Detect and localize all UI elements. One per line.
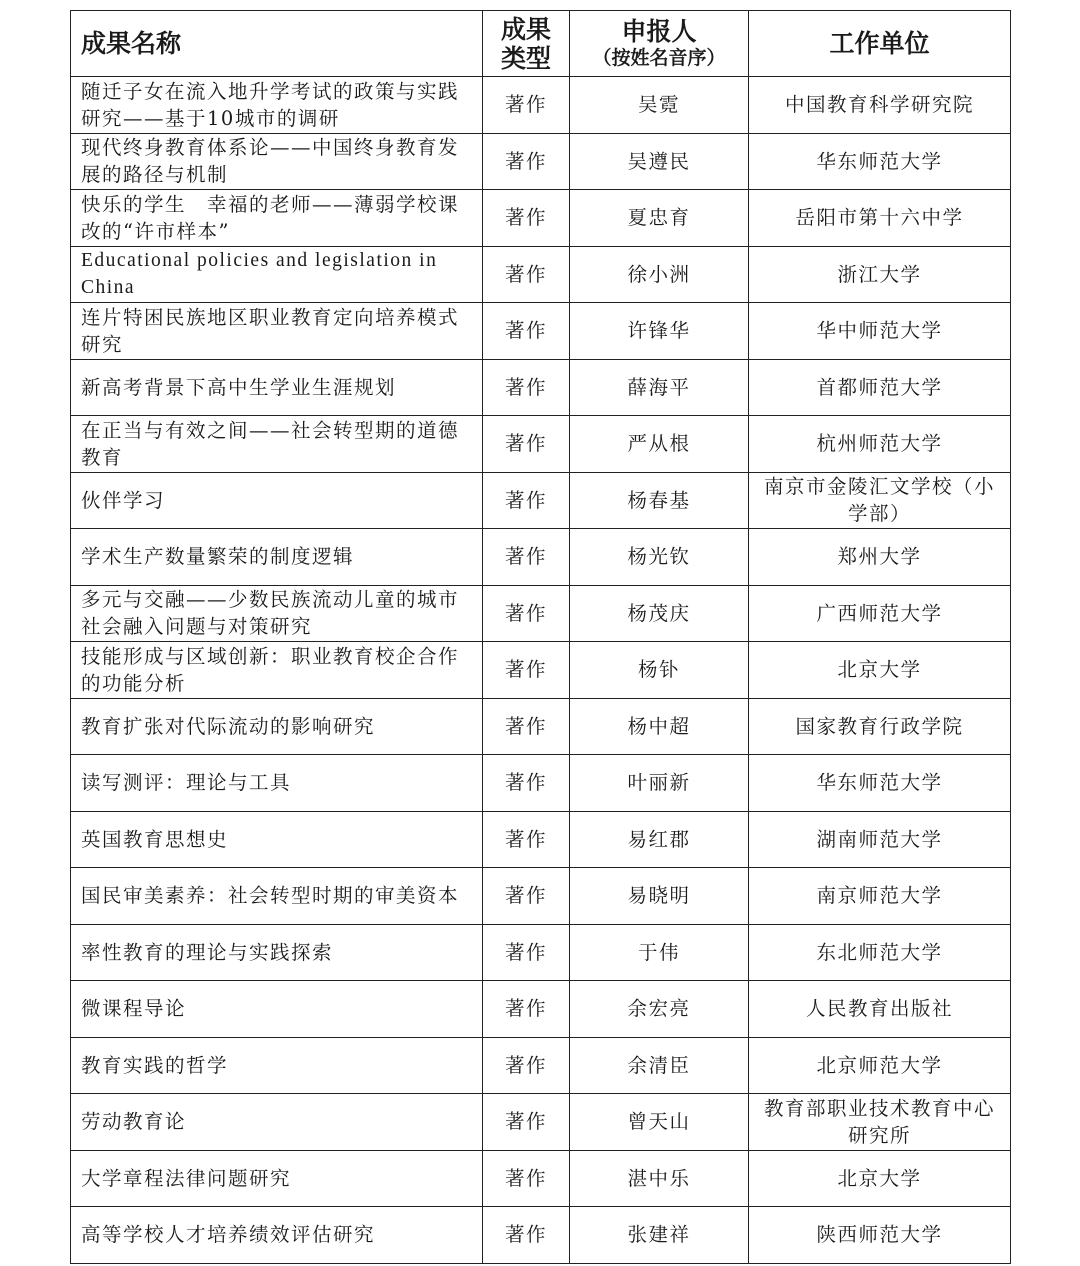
- applicant-name: 余清臣: [570, 1037, 749, 1094]
- table-row: [71, 303, 1011, 360]
- achievement-title: 英国教育思想史: [71, 811, 483, 868]
- achievement-title: 读写测评：理论与工具: [71, 755, 483, 812]
- work-unit: 中国教育科学研究院: [749, 77, 1011, 134]
- achievement-type: 著作: [483, 303, 570, 360]
- achievement-title: 快乐的学生 幸福的老师——薄弱学校课改的“许市样本”: [71, 190, 483, 247]
- achievement-type: 著作: [483, 472, 570, 529]
- achievement-title: 在正当与有效之间——社会转型期的道德教育: [71, 416, 483, 473]
- applicant-name: 夏忠育: [570, 190, 749, 247]
- achievement-title: 随迁子女在流入地升学考试的政策与实践研究——基于10城市的调研: [71, 77, 483, 134]
- table-row: [71, 811, 1011, 868]
- table-row: [71, 698, 1011, 755]
- achievement-type: 著作: [483, 585, 570, 642]
- table-row: [71, 1150, 1011, 1207]
- applicant-name: 张建祥: [570, 1207, 749, 1264]
- table-row: [71, 529, 1011, 586]
- achievement-type: 著作: [483, 755, 570, 812]
- work-unit: 岳阳市第十六中学: [749, 190, 1011, 247]
- table-row: [71, 77, 1011, 134]
- achievement-type: 著作: [483, 1207, 570, 1264]
- header-type-line1: 成果: [500, 14, 551, 44]
- header-type: [483, 11, 570, 77]
- applicant-name: 杨光钦: [570, 529, 749, 586]
- work-unit: 浙江大学: [749, 246, 1011, 303]
- work-unit: 南京师范大学: [749, 868, 1011, 925]
- table-row: [71, 190, 1011, 247]
- applicant-name: 吴遵民: [570, 133, 749, 190]
- work-unit: 广西师范大学: [749, 585, 1011, 642]
- work-unit: 陕西师范大学: [749, 1207, 1011, 1264]
- applicant-name: 严从根: [570, 416, 749, 473]
- table-row: [71, 755, 1011, 812]
- work-unit: 华东师范大学: [749, 133, 1011, 190]
- achievement-type: 著作: [483, 868, 570, 925]
- work-unit: 南京市金陵汇文学校（小学部）: [749, 472, 1011, 529]
- applicant-name: 于伟: [570, 924, 749, 981]
- table-row: [71, 1037, 1011, 1094]
- achievement-title: 劳动教育论: [71, 1094, 483, 1151]
- applicant-name: 易红郡: [570, 811, 749, 868]
- achievement-title: 新高考背景下高中生学业生涯规划: [71, 359, 483, 416]
- header-unit: 工作单位: [749, 11, 1011, 77]
- table-row: [71, 981, 1011, 1038]
- work-unit: 北京师范大学: [749, 1037, 1011, 1094]
- table-row: [71, 1094, 1011, 1151]
- achievement-title: 率性教育的理论与实践探索: [71, 924, 483, 981]
- header-applicant-label: 申报人: [621, 17, 697, 46]
- applicant-name: 许锋华: [570, 303, 749, 360]
- achievement-type: 著作: [483, 1150, 570, 1207]
- applicant-name: 吴霓: [570, 77, 749, 134]
- work-unit: 杭州师范大学: [749, 416, 1011, 473]
- table-row: [71, 868, 1011, 925]
- work-unit: 教育部职业技术教育中心研究所: [749, 1094, 1011, 1151]
- header-title: 成果名称: [71, 11, 483, 77]
- table-row: [71, 416, 1011, 473]
- achievement-title: 大学章程法律问题研究: [71, 1150, 483, 1207]
- achievement-title: 技能形成与区域创新：职业教育校企合作的功能分析: [71, 642, 483, 699]
- table-row: [71, 246, 1011, 303]
- applicant-name: 杨中超: [570, 698, 749, 755]
- achievement-type: 著作: [483, 698, 570, 755]
- achievement-title: 国民审美素养：社会转型时期的审美资本: [71, 868, 483, 925]
- applicant-name: 杨春基: [570, 472, 749, 529]
- achievement-type: 著作: [483, 811, 570, 868]
- header-applicant: [570, 11, 749, 77]
- achievement-type: 著作: [483, 642, 570, 699]
- table-row: [71, 133, 1011, 190]
- table-body: [71, 77, 1011, 1264]
- achievement-type: 著作: [483, 77, 570, 134]
- achievement-title: 伙伴学习: [71, 472, 483, 529]
- achievement-title: 微课程导论: [71, 981, 483, 1038]
- work-unit: 北京大学: [749, 1150, 1011, 1207]
- applicant-name: 杨茂庆: [570, 585, 749, 642]
- achievement-title: 现代终身教育体系论——中国终身教育发展的路径与机制: [71, 133, 483, 190]
- achievement-type: 著作: [483, 981, 570, 1038]
- achievement-title: 多元与交融——少数民族流动儿童的城市社会融入问题与对策研究: [71, 585, 483, 642]
- header-type-line2: 类型: [500, 43, 551, 73]
- achievement-type: 著作: [483, 1094, 570, 1151]
- achievement-title: 连片特困民族地区职业教育定向培养模式研究: [71, 303, 483, 360]
- achievement-type: 著作: [483, 133, 570, 190]
- work-unit: 人民教育出版社: [749, 981, 1011, 1038]
- header-applicant-note: （按姓名音序）: [592, 47, 726, 69]
- applicant-name: 徐小洲: [570, 246, 749, 303]
- achievement-type: 著作: [483, 1037, 570, 1094]
- work-unit: 北京大学: [749, 642, 1011, 699]
- achievement-type: 著作: [483, 529, 570, 586]
- work-unit: 华东师范大学: [749, 755, 1011, 812]
- header-row: [71, 11, 1011, 77]
- table-row: [71, 359, 1011, 416]
- table-row: [71, 585, 1011, 642]
- achievement-title: Educational policies and legislation in China: [71, 246, 483, 303]
- achievement-type: 著作: [483, 924, 570, 981]
- table-header: [71, 11, 1011, 77]
- achievement-title: 高等学校人才培养绩效评估研究: [71, 1207, 483, 1264]
- applicant-name: 湛中乐: [570, 1150, 749, 1207]
- work-unit: 郑州大学: [749, 529, 1011, 586]
- work-unit: 华中师范大学: [749, 303, 1011, 360]
- achievement-type: 著作: [483, 416, 570, 473]
- applicant-name: 薛海平: [570, 359, 749, 416]
- achievement-type: 著作: [483, 246, 570, 303]
- work-unit: 东北师范大学: [749, 924, 1011, 981]
- table-row: [71, 642, 1011, 699]
- applicant-name: 易晓明: [570, 868, 749, 925]
- table-row: [71, 924, 1011, 981]
- applicant-name: 曾天山: [570, 1094, 749, 1151]
- applicant-name: 余宏亮: [570, 981, 749, 1038]
- table-row: [71, 1207, 1011, 1264]
- work-unit: 湖南师范大学: [749, 811, 1011, 868]
- achievement-title: 教育实践的哲学: [71, 1037, 483, 1094]
- achievement-type: 著作: [483, 359, 570, 416]
- achievement-title: 教育扩张对代际流动的影响研究: [71, 698, 483, 755]
- achievement-title: 学术生产数量繁荣的制度逻辑: [71, 529, 483, 586]
- work-unit: 国家教育行政学院: [749, 698, 1011, 755]
- table-row: [71, 472, 1011, 529]
- applicant-name: 叶丽新: [570, 755, 749, 812]
- achievement-type: 著作: [483, 190, 570, 247]
- achievement-table: [70, 10, 1011, 1264]
- applicant-name: 杨钋: [570, 642, 749, 699]
- work-unit: 首都师范大学: [749, 359, 1011, 416]
